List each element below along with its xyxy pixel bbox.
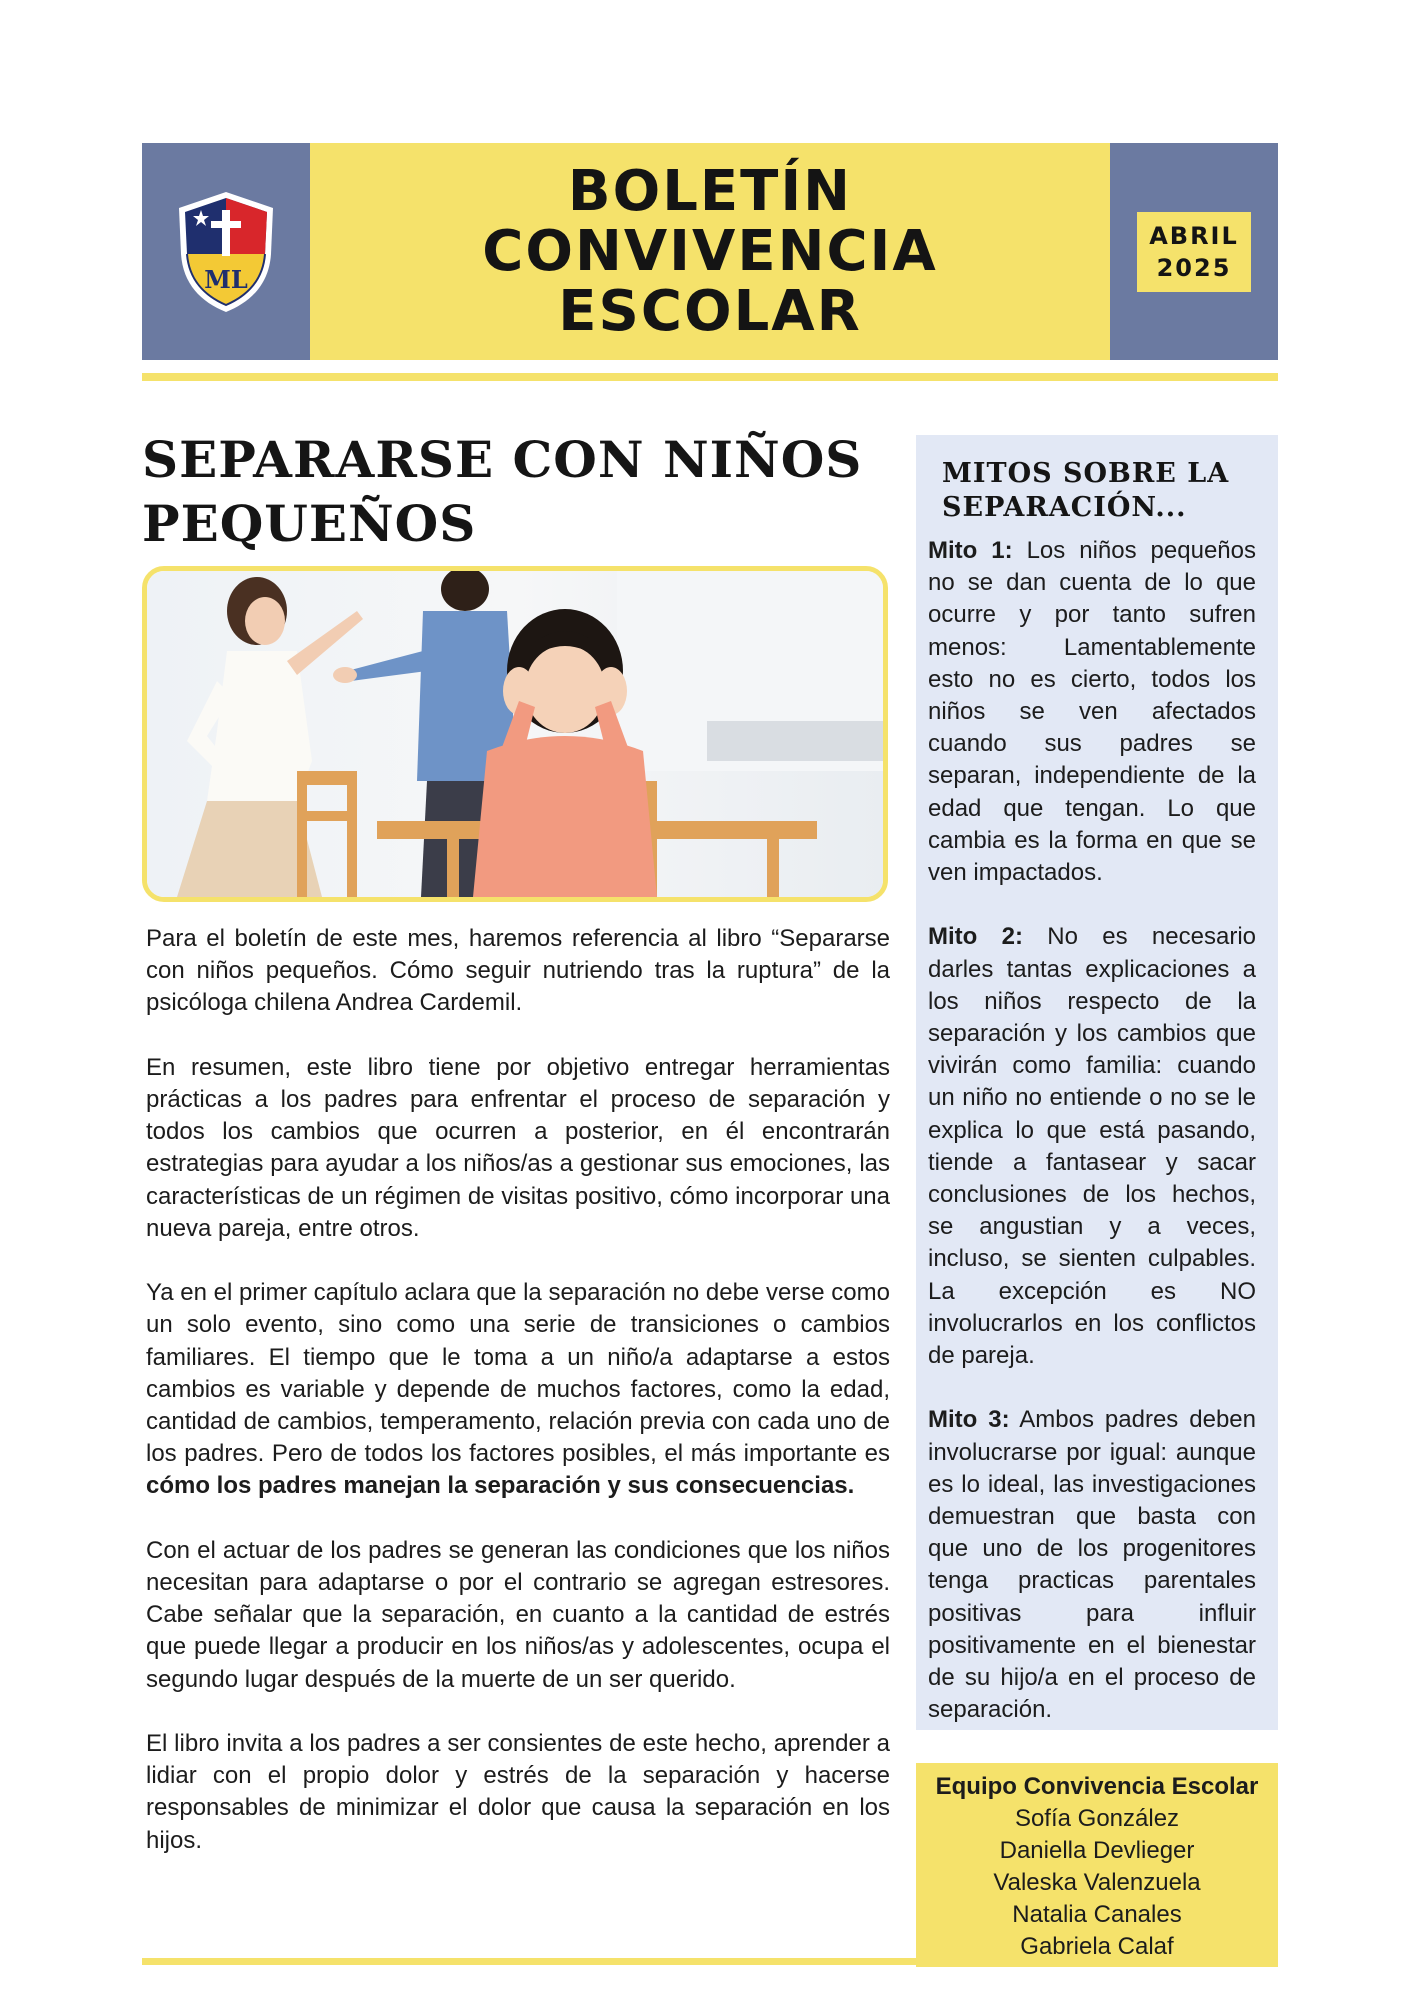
myths-title: MITOS SOBRE LA SEPARACIÓN...	[942, 458, 1230, 523]
myths-list	[928, 535, 1256, 1726]
article-paragraph-5: El libro invita a los padres a ser consientes de este hecho, aprender a lidiar con el propio dolor y estrés de la separación y hacerse responsables de minimizar el dolor que causa la separación en los hijos.	[146, 1730, 890, 1854]
team-member: Sofía González	[1014, 1805, 1180, 1832]
team-title: Equipo Convivencia Escolar	[935, 1773, 1259, 1800]
myths-sidebar	[916, 435, 1278, 1730]
school-crest-icon	[173, 188, 279, 316]
team-member: Daniella Devlieger	[999, 1837, 1195, 1864]
myth-item-1	[928, 535, 1256, 889]
team-member: Natalia Canales	[1012, 1901, 1182, 1928]
article-paragraph-2: En resumen, este libro tiene por objetivo entregar herramientas prácticas a los padres para enfrentar el proceso de separación y todos los cambios que ocurren a posterior, en él encontrarán estrategias para ayudar a los niños/as a gestionar sus emociones, las características de un régimen de visitas positivo, cómo incorporar una nueva pareja, entre otros.	[146, 1053, 890, 1242]
arguing-parents-child-illustration	[147, 571, 883, 897]
footer-divider	[142, 1958, 916, 1965]
team-member: Gabriela Calaf	[1020, 1933, 1174, 1960]
myth-item-2	[928, 921, 1256, 1372]
article-photo	[142, 566, 888, 902]
article-title: SEPARARSE CON NIÑOS PEQUEÑOS	[142, 430, 863, 553]
article-paragraph-1: Para el boletín de este mes, haremos referencia al libro “Separarse con niños pequeños. Cómo seguir nutriendo tras la ruptura” de la psicóloga chilena Andrea Cardemil.	[146, 925, 890, 1017]
myth-item-3	[928, 1404, 1256, 1726]
myth-label: Mito 2:	[928, 923, 1023, 951]
issue-date-badge	[1137, 212, 1251, 292]
issue-year: 2025	[1156, 253, 1232, 282]
header-logo-panel	[142, 143, 310, 360]
myth-text: Los niños pequeños no se dan cuenta de lo que ocurre y por tanto sufren menos: Lamentablemente esto no es cierto, todos los niños se ven afectados cuando sus padres se separan, independiente de la edad que tengan. Lo que cambia es la forma en que se ven impactados.	[928, 537, 1256, 887]
newsletter-title-line-1: BOLETÍN	[567, 158, 853, 224]
newsletter-header	[142, 143, 1278, 360]
myth-text: Ambos padres deben involucrarse por igual: aunque es lo ideal, las investigaciones demuestran que basta con que uno de los progenitores tenga practicas parentales positivas para influir positivamente en el bienestar de su hijo/a en el proceso de separación.	[928, 1406, 1256, 1724]
team-member: Valeska Valenzuela	[993, 1869, 1201, 1896]
team-credits	[916, 1763, 1278, 1967]
article-body	[146, 923, 890, 1889]
newsletter-title-line-2: CONVIVENCIA	[482, 218, 938, 284]
header-date-panel	[1110, 143, 1278, 360]
header-divider	[142, 373, 1278, 381]
paragraph-3-text: Ya en el primer capítulo aclara que la separación no debe verse como un solo evento, sino como una serie de transiciones o cambios familiares. El tiempo que le toma a un niño/a adaptarse a estos cambios es variable y depende de muchos factores, como la edad, cantidad de cambios, temperamento, relación previa con cada uno de los padres. Pero de todos los factores posibles, el más importante es	[146, 1279, 890, 1468]
issue-month: ABRIL	[1149, 221, 1239, 250]
header-title-panel	[310, 143, 1110, 360]
newsletter-title-line-3: ESCOLAR	[558, 278, 862, 344]
myth-label: Mito 3:	[928, 1406, 1010, 1434]
myth-text: No es necesario darles tantas explicaciones a los niños respecto de la separación y los cambios que vivirán como familia: cuando un niño no entiende o no se le explica lo que está pasando, tiende a fantasear y sacar conclusiones de los hechos, se angustian y a veces, incluso, se sienten culpables. La excepción es NO involucrarlos en los conflictos de pareja.	[928, 923, 1256, 1370]
myth-label: Mito 1:	[928, 537, 1013, 564]
crest-letters: ML	[204, 264, 248, 294]
article-paragraph-4: Con el actuar de los padres se generan las condiciones que los niños necesitan para adaptarse o por el contrario se agregan estresores. Cabe señalar que la separación, en cuanto a la cantidad de estrés que puede llegar a producir en los niños/as y adolescentes, ocupa el segundo lugar después de la muerte de un ser querido.	[146, 1536, 890, 1693]
article-paragraph-3	[146, 1277, 890, 1502]
paragraph-3-emphasis: cómo los padres manejan la separación y sus consecuencias.	[146, 1472, 855, 1500]
